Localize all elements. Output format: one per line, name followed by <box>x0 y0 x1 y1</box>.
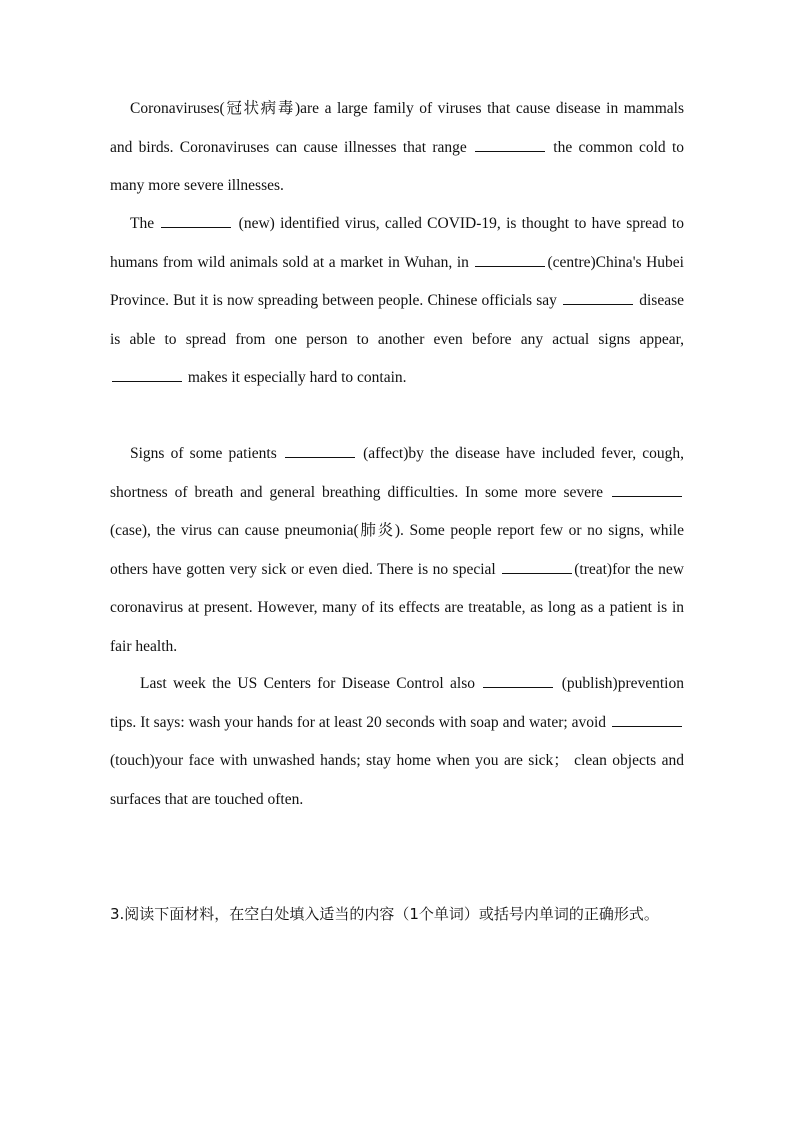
paragraph-3 <box>110 435 684 666</box>
text-segment: (treat)for the new coronavirus at present. However, many of its effects are treatable, as long as a patient is in fair health. <box>110 560 684 655</box>
paragraph-1 <box>110 90 684 206</box>
text-segment: Last week the US Centers for Disease Control also <box>140 675 482 692</box>
text-segment: makes it especially hard to contain. <box>184 369 407 386</box>
text-segment: (publish)prevention tips. It says: wash your hands for at least 20 seconds with soap and water; avoid <box>110 675 684 731</box>
answer-blank <box>475 252 545 267</box>
answer-blank <box>161 213 231 228</box>
text-segment: (centre)China's Hubei Province. But it is now spreading between people. Chinese officials say <box>110 253 684 309</box>
answer-blank <box>483 673 553 688</box>
answer-blank <box>502 559 572 574</box>
question-3-instruction: 3.阅读下面材料，在空白处填入适当的内容（1个单词）或括号内单词的正确形式。 <box>110 905 659 923</box>
text-segment: (new) identified virus, called COVID-19, is thought to have spread to humans from wild animals sold at a market in Wuhan, in <box>110 215 684 271</box>
text-segment: Signs of some patients <box>130 445 283 462</box>
text-segment: disease is able to spread from one person to another even before any actual signs appear, <box>110 292 685 348</box>
text-segment: (affect)by the disease have included fever, cough, shortness of breath and general breathing difficulties. In some more severe <box>110 445 684 501</box>
answer-blank <box>563 290 633 305</box>
paragraph-4 <box>110 665 684 819</box>
answer-blank <box>112 367 182 382</box>
answer-blank <box>475 137 545 152</box>
answer-blank <box>612 482 682 497</box>
text-segment: (case), the virus can cause pneumonia(肺炎). Some people report few or no signs, while others have gotten very sick or even died. There is no special <box>110 522 684 578</box>
text-segment: (touch)your face with unwashed hands; stay home when you are sick； clean objects and surfaces that are touched often. <box>110 752 684 808</box>
text-segment: The <box>130 215 160 232</box>
answer-blank <box>285 443 355 458</box>
text-segment: Coronaviruses(冠状病毒)are a large family of viruses that cause disease in mammals and birds. Coronaviruses can cause illnesses that range <box>110 100 684 156</box>
paragraph-2 <box>110 205 684 398</box>
text-segment: the common cold to many more severe illnesses. <box>110 138 685 194</box>
answer-blank <box>612 712 682 727</box>
